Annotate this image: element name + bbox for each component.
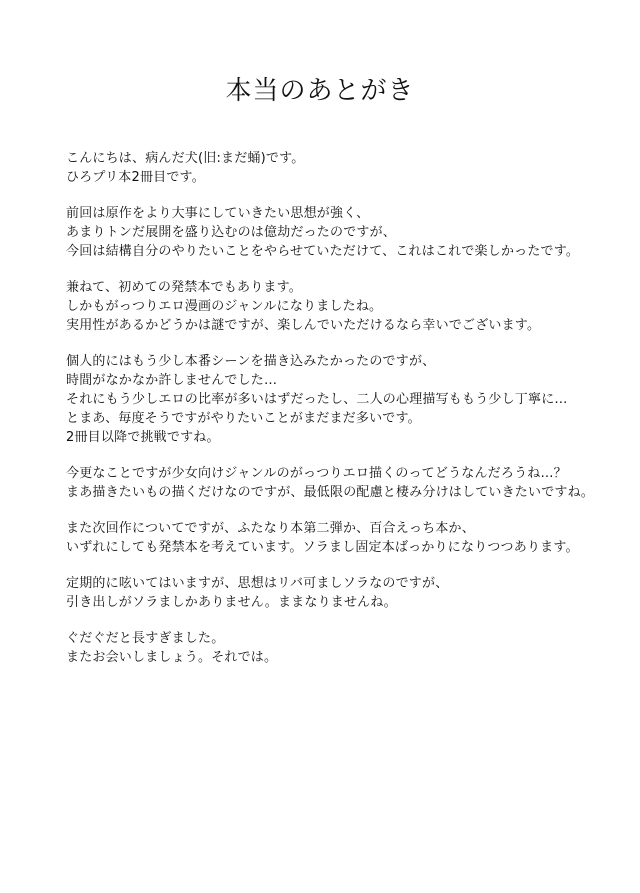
text-line: 今更なことですが少女向けジャンルのがっつりエロ描くのってどうなんだろうね…？ — [66, 466, 567, 481]
text-line: 定期的に呟いてはいますが、思想はリバ可ましソラなのですが、 — [66, 576, 449, 591]
text-line: それにもう少しエロの比率が多いはずだったし、二人の心理描写ももう少し丁寧に… — [66, 392, 568, 407]
text-line: またお会いしましょう。それでは。 — [66, 650, 278, 665]
text-line: あまりトンだ展開を盛り込むのは億劫だったのですが、 — [66, 225, 397, 240]
paragraph-genre-thoughts — [66, 464, 596, 502]
text-line: 実用性があるかどうかは謎ですが、楽しんでいただけるなら幸いでございます。 — [66, 318, 541, 333]
text-line: 今回は結構自分のやりたいことをやらせていただけて、これはこれで楽しかったです。 — [66, 244, 580, 259]
paragraph-closing — [66, 629, 596, 667]
text-line: しかもがっつりエロ漫画のジャンルになりましたね。 — [66, 299, 383, 314]
text-line: いずれにしても発禁本を考えています。ソラまし固定本ばっかりになりつつあります。 — [66, 540, 579, 555]
paragraph-preferences — [66, 574, 596, 612]
paragraph-previous-work — [66, 204, 596, 261]
text-line: とまあ、毎度そうですがやりたいことがまだまだ多いです。 — [66, 411, 421, 426]
text-line: 兼ねて、初めての発禁本でもあります。 — [66, 280, 302, 295]
text-line: また次回作についてですが、ふたなり本第二弾か、百合えっち本か、 — [66, 521, 475, 536]
afterword-body — [66, 149, 596, 684]
text-line: 時間がなかなか許しませんでした… — [66, 373, 278, 388]
page-title: 本当のあとがき — [225, 76, 415, 106]
text-line: ぐだぐだと長すぎました。 — [66, 631, 225, 646]
paragraph-next-work — [66, 519, 596, 557]
text-line: ひろプリ本2冊目です。 — [66, 170, 205, 185]
paragraph-reflection — [66, 352, 596, 447]
text-line: まあ描きたいもの描くだけなのですが、最低限の配慮と棲み分けはしていきたいですね。 — [66, 485, 595, 500]
text-line: 引き出しがソラましかありません。ままなりませんね。 — [66, 595, 397, 610]
paragraph-greeting — [66, 149, 596, 187]
text-line: 2冊目以降で挑戦ですね。 — [66, 430, 220, 445]
paragraph-first-adult-book — [66, 278, 596, 335]
text-line: こんにちは、病んだ犬(旧:まだ蛹)です。 — [66, 151, 305, 166]
text-line: 前回は原作をより大事にしていきたい思想が強く、 — [66, 206, 370, 221]
text-line: 個人的にはもう少し本番シーンを描き込みたかったのですが、 — [66, 354, 436, 369]
